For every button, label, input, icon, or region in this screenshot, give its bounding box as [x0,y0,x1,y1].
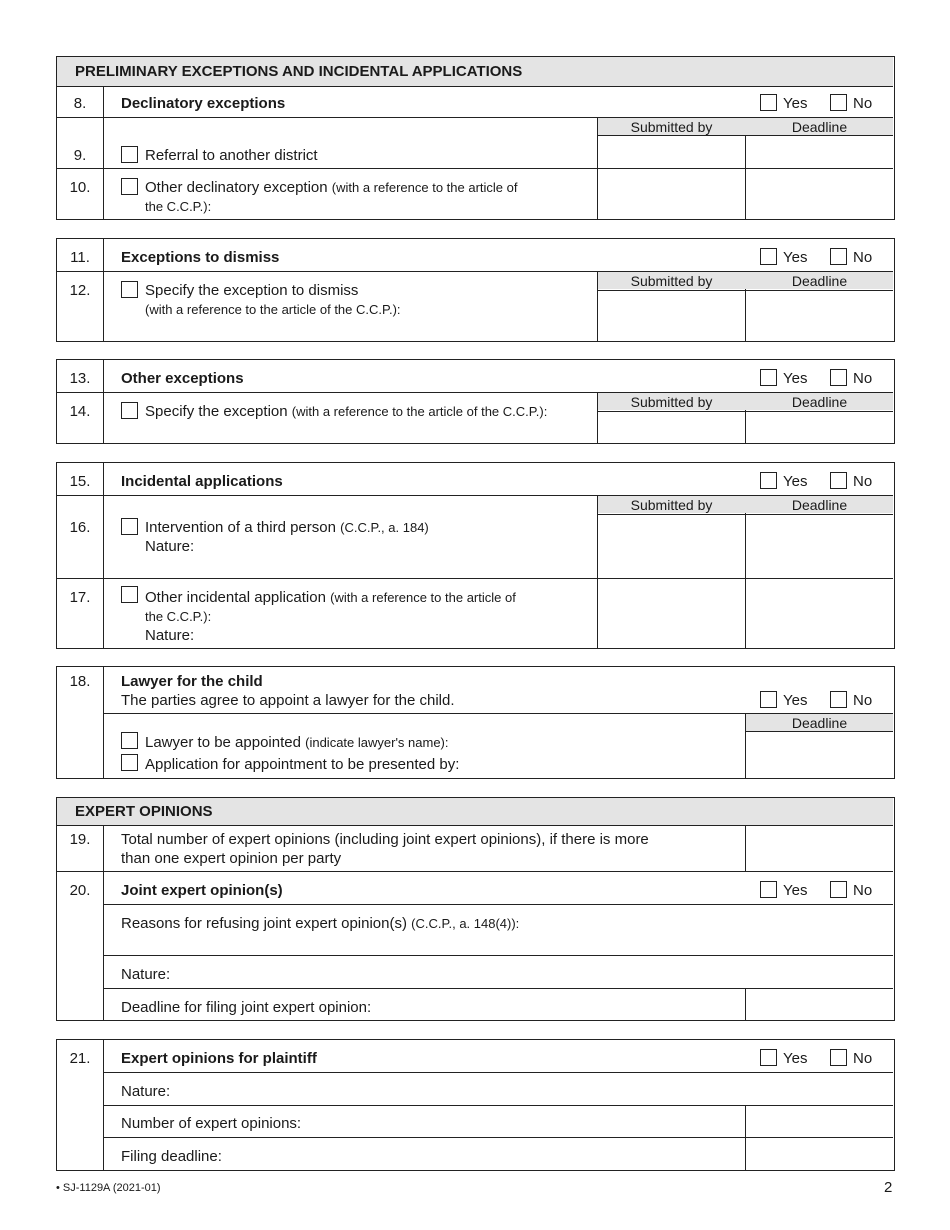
other-specify-checkbox[interactable] [121,402,138,419]
item-number-14: 14. [69,403,91,420]
section-title-preliminary: PRELIMINARY EXCEPTIONS AND INCIDENTAL APPLICATIONS [75,63,523,80]
no-label: No [853,473,873,490]
declinatory-no-checkbox[interactable] [830,94,847,111]
incidental-section [56,462,895,649]
lawyer-no-checkbox[interactable] [830,691,847,708]
item-number-12: 12. [69,282,91,299]
label-referral-district: Referral to another district [145,147,318,164]
plaintiff-yes-checkbox[interactable] [760,1049,777,1066]
label-specify-exception: Specify the exception (with a reference to the article of the C.C.P.): [145,403,548,420]
label-joint-deadline: Deadline for filing joint expert opinion: [121,999,372,1016]
column-submitted-by: Submitted by [630,273,713,289]
other-declinatory-checkbox[interactable] [121,178,138,195]
item-number-15: 15. [69,473,91,490]
joint-yes-checkbox[interactable] [760,881,777,898]
label-nature: Nature: [145,538,195,555]
label-other-incidental-cont: the C.C.P.): [145,609,212,624]
incidental-no-checkbox[interactable] [830,472,847,489]
yes-label: Yes [783,249,808,266]
label-filing-deadline: Filing deadline: [121,1148,222,1165]
label-other-incidental: Other incidental application (with a reference to the article of [145,589,516,606]
no-label: No [853,370,873,387]
item-number-20: 20. [69,882,91,899]
label-intervention: Intervention of a third person (C.C.P., a. 184) [145,519,429,536]
label-joint-nature: Nature: [121,966,171,983]
yes-label: Yes [783,1050,808,1067]
other-incidental-checkbox[interactable] [121,586,138,603]
item-number-8: 8. [73,95,87,112]
label-lawyer-child: Lawyer for the child [121,673,263,690]
item-number-11: 11. [70,249,90,266]
label-refusing-reasons: Reasons for refusing joint expert opinion(s) (C.C.P., a. 148(4)): [121,915,520,932]
yes-label: Yes [783,370,808,387]
column-deadline: Deadline [791,273,848,289]
column-submitted-by: Submitted by [630,497,713,513]
application-appointment-checkbox[interactable] [121,754,138,771]
lawyer-section [56,666,895,779]
column-deadline: Deadline [791,394,848,410]
other-no-checkbox[interactable] [830,369,847,386]
dismiss-specify-checkbox[interactable] [121,281,138,298]
dismiss-yes-checkbox[interactable] [760,248,777,265]
item-number-13: 13. [69,370,91,387]
label-other-declinatory-cont: the C.C.P.): [145,199,212,214]
label-incidental-applications: Incidental applications [121,473,283,490]
lawyer-yes-checkbox[interactable] [760,691,777,708]
lawyer-appointed-checkbox[interactable] [121,732,138,749]
column-submitted-by: Submitted by [630,119,713,135]
no-label: No [853,1050,873,1067]
referral-checkbox[interactable] [121,146,138,163]
item-number-9: 9. [73,147,87,164]
label-plaintiff-nature: Nature: [121,1083,171,1100]
item-number-16: 16. [69,519,91,536]
dismiss-section [56,238,895,342]
label-specify-dismiss: Specify the exception to dismiss [145,282,359,299]
label-number-expert: Number of expert opinions: [121,1115,302,1132]
form-code: • SJ-1129A (2021-01) [56,1182,161,1194]
total-expert-field[interactable] [746,826,893,871]
label-other-declinatory: Other declinatory exception (with a reference to the article of [145,179,518,196]
item-number-21: 21. [69,1050,91,1067]
item-number-17: 17. [69,589,91,606]
plaintiff-expert-section [56,1039,895,1171]
column-submitted-by: Submitted by [630,394,713,410]
declinatory-yes-checkbox[interactable] [760,94,777,111]
no-label: No [853,882,873,899]
label-joint-expert: Joint expert opinion(s) [121,882,283,899]
item-number-10: 10. [69,179,91,196]
no-label: No [853,249,873,266]
yes-label: Yes [783,95,808,112]
item-number-19: 19. [69,831,91,848]
label-nature: Nature: [145,627,195,644]
label-specify-dismiss-ref: (with a reference to the article of the C.C.P.): [145,302,401,317]
no-label: No [853,692,873,709]
other-exceptions-section [56,359,895,444]
joint-deadline-field[interactable] [746,989,893,1020]
label-lawyer-appointed: Lawyer to be appointed (indicate lawyer's name): [145,734,449,751]
plaintiff-no-checkbox[interactable] [830,1049,847,1066]
label-exceptions-dismiss: Exceptions to dismiss [121,249,280,266]
declinatory-section [56,56,895,220]
label-application-appointment: Application for appointment to be presented by: [145,756,460,773]
dismiss-no-checkbox[interactable] [830,248,847,265]
no-label: No [853,95,873,112]
yes-label: Yes [783,473,808,490]
column-deadline: Deadline [791,497,848,513]
yes-label: Yes [783,692,808,709]
expert-opinions-section [56,797,895,1021]
other-yes-checkbox[interactable] [760,369,777,386]
column-deadline: Deadline [791,119,848,135]
page-number: 2 [884,1179,893,1196]
joint-no-checkbox[interactable] [830,881,847,898]
column-deadline: Deadline [791,715,848,731]
incidental-yes-checkbox[interactable] [760,472,777,489]
label-declinatory-exceptions: Declinatory exceptions [121,95,286,112]
label-plaintiff-expert: Expert opinions for plaintiff [121,1050,317,1067]
label-total-expert: Total number of expert opinions (including joint expert opinions), if there is more [121,831,649,848]
intervention-checkbox[interactable] [121,518,138,535]
label-total-expert-cont: than one expert opinion per party [121,850,342,867]
label-lawyer-agree: The parties agree to appoint a lawyer for the child. [121,692,455,709]
section-title-expert: EXPERT OPINIONS [75,803,213,820]
yes-label: Yes [783,882,808,899]
label-other-exceptions: Other exceptions [121,370,244,387]
item-number-18: 18. [69,673,91,690]
